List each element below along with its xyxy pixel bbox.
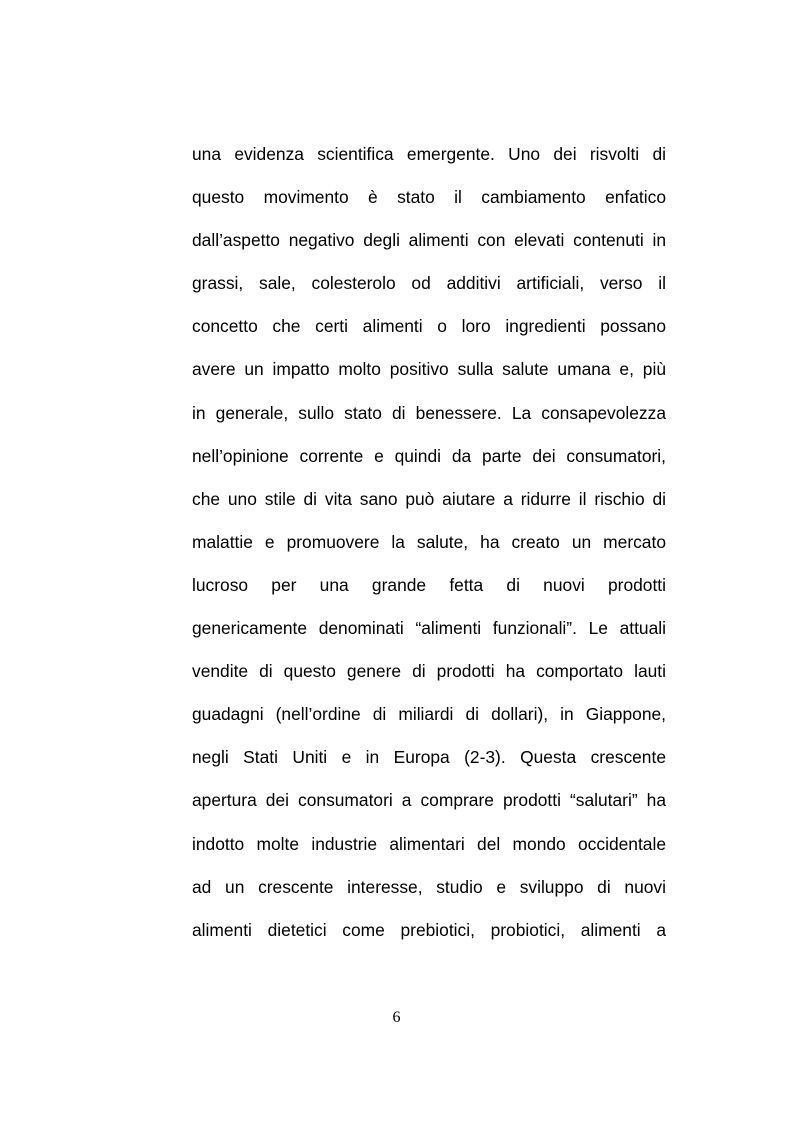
text-line: alimenti dietetici come prebiotici, probiotici, alimenti a: [192, 919, 666, 940]
text-line: apertura dei consumatori a comprare prodotti “salutari” ha: [192, 790, 666, 811]
text-line: nell’opinione corrente e quindi da parte dei consumatori,: [192, 445, 666, 466]
body-paragraph: [192, 133, 666, 952]
text-line: genericamente denominati “alimenti funzionali”. Le attuali: [192, 618, 666, 639]
text-line: una evidenza scientifica emergente. Uno dei risvolti di: [192, 144, 666, 164]
text-line: questo movimento è stato il cambiamento enfatico: [192, 187, 666, 208]
text-line: che uno stile di vita sano può aiutare a ridurre il rischio di: [192, 488, 666, 509]
text-line: concetto che certi alimenti o loro ingredienti possano: [192, 316, 666, 337]
text-line: avere un impatto molto positivo sulla salute umana e, più: [192, 359, 666, 380]
text-line: negli Stati Uniti e in Europa (2-3). Questa crescente: [192, 747, 666, 768]
text-line: in generale, sullo stato di benessere. La consapevolezza: [192, 402, 666, 423]
text-line: malattie e promuovere la salute, ha creato un mercato: [192, 531, 666, 552]
text-line: indotto molte industrie alimentari del mondo occidentale: [192, 833, 666, 854]
text-line: vendite di questo genere di prodotti ha comportato lauti: [192, 661, 666, 682]
text-line: grassi, sale, colesterolo od additivi artificiali, verso il: [192, 273, 666, 294]
text-line: ad un crescente interesse, studio e sviluppo di nuovi: [192, 876, 666, 897]
text-line: lucroso per una grande fetta di nuovi prodotti: [192, 574, 666, 595]
page-number: 6: [392, 1009, 401, 1026]
text-line: dall’aspetto negativo degli alimenti con elevati contenuti in: [192, 230, 666, 251]
text-line: guadagni (nell’ordine di miliardi di dollari), in Giappone,: [192, 704, 666, 725]
